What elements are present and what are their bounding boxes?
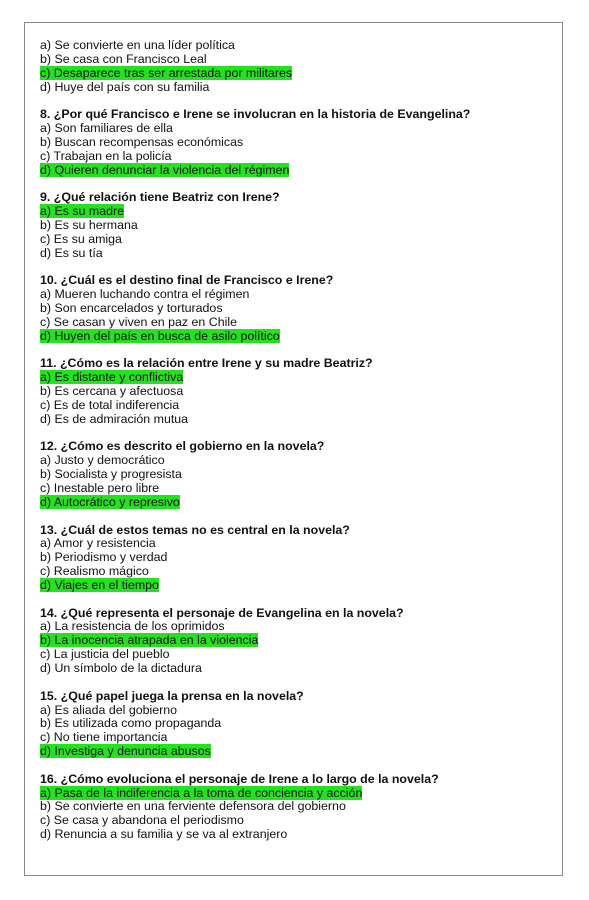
answer-text: c) Trabajan en la policía — [40, 148, 172, 163]
answer-text: b) Es utilizada como propaganda — [40, 716, 222, 731]
question-block — [40, 524, 560, 593]
answer-option — [40, 745, 560, 759]
answer-text: a) Son familiares de ella — [40, 121, 173, 136]
answer-option — [40, 205, 560, 219]
question-block — [40, 191, 560, 260]
highlighted-answer: d) Viajes en el tiempo — [40, 577, 159, 592]
answer-option — [40, 122, 560, 136]
answer-option — [40, 385, 560, 399]
answer-option — [40, 53, 560, 67]
answer-option — [40, 39, 560, 53]
answer-option — [40, 537, 560, 551]
quiz-content — [40, 39, 560, 856]
answer-option — [40, 399, 560, 413]
answer-option — [40, 800, 560, 814]
question-block — [40, 690, 560, 759]
answer-text: c) Se casa y abandona el periodismo — [40, 813, 244, 828]
answer-option — [40, 731, 560, 745]
answer-text: c) Es de total indiferencia — [40, 397, 180, 412]
answer-text: c) No tiene importancia — [40, 730, 168, 745]
question-text: 15. ¿Qué papel juega la prensa en la novela? — [40, 688, 304, 703]
question-text: 10. ¿Cuál es el destino final de Francisco e Irene? — [40, 273, 334, 288]
question-block — [40, 607, 560, 676]
answer-option — [40, 219, 560, 233]
answer-option — [40, 662, 560, 676]
answer-text: c) Es su amiga — [40, 231, 122, 246]
answer-option — [40, 620, 560, 634]
answer-option — [40, 316, 560, 330]
answer-option — [40, 496, 560, 510]
question-text: 8. ¿Por qué Francisco e Irene se involucran en la historia de Evangelina? — [40, 107, 471, 122]
answer-option — [40, 482, 560, 496]
question-text: 11. ¿Cómo es la relación entre Irene y su madre Beatriz? — [40, 356, 373, 371]
answer-text: d) Huye del país con su familia — [40, 79, 210, 94]
answer-option — [40, 330, 560, 344]
highlighted-answer: d) Quieren denunciar la violencia del régimen — [40, 162, 290, 177]
answer-option — [40, 551, 560, 565]
answer-option — [40, 717, 560, 731]
answer-option — [40, 233, 560, 247]
answer-option — [40, 67, 560, 81]
highlighted-answer: c) Desaparece tras ser arrestada por militares — [40, 65, 293, 80]
answer-option — [40, 648, 560, 662]
highlighted-answer: b) La inocencia atrapada en la violencia — [40, 633, 259, 648]
answer-option — [40, 787, 560, 801]
answer-text: b) Es cercana y afectuosa — [40, 384, 184, 399]
answer-option — [40, 136, 560, 150]
answer-text: b) Se convierte en una ferviente defensora del gobierno — [40, 799, 346, 814]
question-block — [40, 39, 560, 94]
answer-text: b) Buscan recompensas económicas — [40, 134, 244, 149]
answer-text: d) Es su tía — [40, 245, 103, 260]
answer-text: c) Inestable pero libre — [40, 481, 160, 495]
answer-text: c) Se casan y viven en paz en Chile — [40, 314, 237, 329]
answer-text: b) Socialista y progresista — [40, 467, 182, 482]
answer-option — [40, 579, 560, 593]
question-block — [40, 773, 560, 842]
highlighted-answer: a) Es distante y conflictiva — [40, 370, 184, 385]
highlighted-answer: a) Es su madre — [40, 204, 125, 219]
answer-text: d) Renuncia a su familia y se va al extranjero — [40, 827, 288, 842]
answer-option — [40, 704, 560, 718]
highlighted-answer: d) Autocrático y represivo — [40, 494, 180, 509]
answer-option — [40, 468, 560, 482]
answer-option — [40, 454, 560, 468]
question-block — [40, 440, 560, 509]
highlighted-answer: a) Pasa de la indiferencia a la toma de conciencia y acción — [40, 785, 363, 800]
question-block — [40, 274, 560, 343]
highlighted-answer: d) Huyen del país en busca de asilo político — [40, 328, 280, 343]
answer-option — [40, 828, 560, 842]
answer-option — [40, 634, 560, 648]
answer-option — [40, 371, 560, 385]
answer-text: a) Es aliada del gobierno — [40, 702, 178, 717]
question-text: 14. ¿Qué representa el personaje de Evangelina en la novela? — [40, 605, 404, 620]
answer-text: b) Es su hermana — [40, 217, 138, 232]
answer-option — [40, 288, 560, 302]
answer-text: b) Son encarcelados y torturados — [40, 301, 223, 316]
answer-text: a) Se convierte en una líder política — [40, 38, 235, 52]
answer-option — [40, 164, 560, 178]
answer-text: a) La resistencia de los oprimidos — [40, 619, 225, 634]
question-block — [40, 357, 560, 426]
question-text: 13. ¿Cuál de estos temas no es central en la novela? — [40, 522, 350, 537]
answer-option — [40, 814, 560, 828]
highlighted-answer: d) Investiga y denuncia abusos — [40, 744, 211, 759]
answer-text: a) Mueren luchando contra el régimen — [40, 287, 250, 302]
question-text: 12. ¿Cómo es descrito el gobierno en la novela? — [40, 439, 325, 454]
answer-option — [40, 302, 560, 316]
answer-option — [40, 150, 560, 164]
question-text: 16. ¿Cómo evoluciona el personaje de Irene a lo largo de la novela? — [40, 771, 439, 786]
answer-option — [40, 81, 560, 95]
answer-option — [40, 247, 560, 261]
answer-text: b) Se casa con Francisco Leal — [40, 51, 207, 66]
answer-text: a) Justo y democrático — [40, 453, 165, 468]
answer-text: d) Es de admiración mutua — [40, 411, 189, 426]
answer-text: d) Un símbolo de la dictadura — [40, 660, 202, 675]
question-text: 9. ¿Qué relación tiene Beatriz con Irene? — [40, 190, 280, 205]
question-block — [40, 108, 560, 177]
answer-text: b) Periodismo y verdad — [40, 550, 168, 565]
answer-option — [40, 565, 560, 579]
answer-option — [40, 413, 560, 427]
answer-text: c) Realismo mágico — [40, 564, 149, 579]
answer-text: c) La justicia del pueblo — [40, 647, 170, 662]
answer-text: a) Amor y resistencia — [40, 536, 156, 551]
